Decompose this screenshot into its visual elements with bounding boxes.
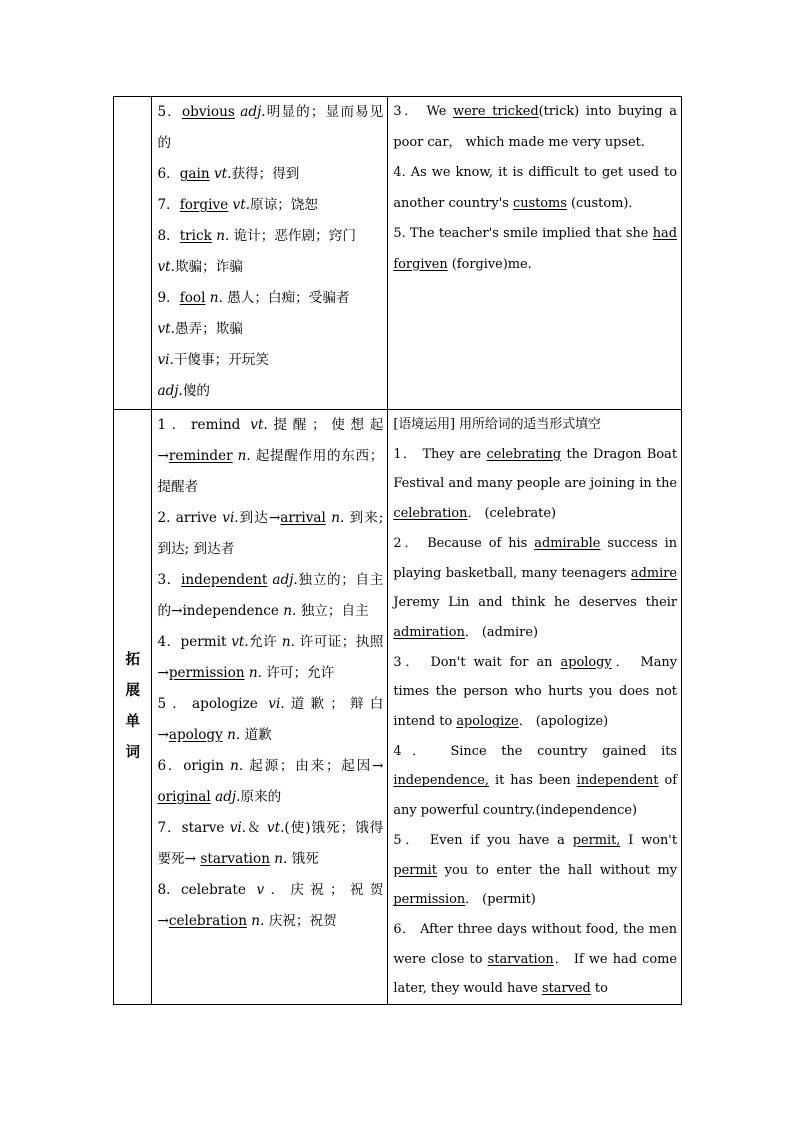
- text-segment: you to enter the hall without my: [436, 862, 677, 878]
- text-segment: 4． Since the country gained its: [393, 743, 677, 759]
- answer-blank: independence,: [393, 773, 489, 789]
- text-segment: 愚人；白痴；受骗者: [222, 290, 350, 306]
- answer-blank: permit,: [572, 832, 621, 848]
- text-segment: 明显的；显而易见的: [157, 104, 384, 151]
- part-of-speech: n.: [209, 290, 223, 306]
- part-of-speech: adj.: [157, 383, 183, 399]
- row-label-extended-words: [114, 410, 152, 1005]
- text-segment: 许可证；执照→: [157, 634, 384, 681]
- part-of-speech: vi.: [268, 696, 285, 712]
- label-char: 单: [125, 714, 140, 731]
- part-of-speech: n.: [274, 851, 288, 867]
- text-segment: 到达→: [238, 510, 281, 526]
- list-item: [157, 410, 383, 503]
- label-char: 拓: [125, 652, 140, 669]
- vocabulary-table: [113, 96, 682, 1005]
- answer-blank: customs: [512, 195, 567, 211]
- answer-blank: admiration: [393, 624, 465, 640]
- list-item: [157, 283, 383, 314]
- text-segment: 5．: [157, 104, 182, 120]
- text-segment: 道歉: [240, 727, 272, 743]
- answer-blank: starved: [542, 981, 591, 997]
- list-item: [393, 410, 677, 440]
- core-words-exercise-entries: [388, 97, 681, 280]
- answer-blank: obvious: [181, 104, 235, 120]
- extended-words-exercise-entries: [388, 410, 681, 1004]
- text-segment: (forgive)me.: [447, 256, 532, 272]
- text-segment: I won't: [620, 832, 678, 848]
- text-segment: 5．apologize: [157, 696, 269, 712]
- list-item: [157, 314, 383, 345]
- text-segment: Jeremy Lin and think he deserves their: [393, 595, 677, 611]
- list-item: [393, 737, 677, 826]
- part-of-speech: vi.: [222, 510, 239, 526]
- part-of-speech: vi.: [157, 352, 174, 368]
- text-segment: 4. As we know, it is difficult to get used to another country's: [393, 165, 677, 211]
- part-of-speech: adj.: [272, 572, 298, 588]
- answer-blank: independent: [576, 773, 659, 789]
- text-segment: 欺骗；诈骗: [174, 259, 243, 275]
- answer-blank: permission: [393, 892, 466, 908]
- extended-words-list: [152, 410, 388, 1005]
- text-segment: ． (permit): [465, 892, 536, 908]
- text-segment: success in playing basketball, many teenagers: [393, 535, 677, 581]
- part-of-speech: vt.: [232, 197, 251, 213]
- answer-blank: arrival: [280, 510, 326, 526]
- part-of-speech: v: [256, 882, 265, 898]
- list-item: [393, 529, 677, 648]
- text-segment: (trick) into buying a poor car， which made me very upset.: [393, 104, 677, 150]
- text-segment: 3． Don't wait for an: [393, 654, 561, 670]
- part-of-speech: n.: [281, 634, 295, 650]
- text-segment: [语境运用] 用所给词的适当形式填空: [393, 417, 601, 432]
- part-of-speech: n.: [230, 758, 244, 774]
- part-of-speech: vt.: [213, 166, 232, 182]
- part-of-speech: n.: [227, 727, 241, 743]
- text-segment: 许可；允许: [262, 665, 335, 681]
- text-segment: it has been: [489, 773, 577, 789]
- list-item: [157, 565, 383, 627]
- list-item: [157, 376, 383, 407]
- text-segment: 4．permit: [157, 634, 232, 650]
- list-item: [157, 252, 383, 283]
- text-segment: of any powerful country.(independence): [393, 773, 677, 819]
- answer-blank: admire: [630, 565, 677, 581]
- part-of-speech: n.: [237, 448, 251, 464]
- text-segment: 庆祝；祝贺: [264, 913, 337, 929]
- list-item: [393, 826, 677, 915]
- part-of-speech: adj.: [215, 789, 241, 805]
- list-item: [157, 190, 383, 221]
- list-item: [393, 219, 677, 280]
- core-words-list: [152, 97, 388, 410]
- answer-blank: apology: [168, 727, 223, 743]
- list-item: [157, 159, 383, 190]
- text-segment: 2． Because of his: [393, 535, 535, 551]
- text-segment: ． (apologize): [518, 714, 609, 730]
- answer-blank: starvation: [200, 851, 270, 867]
- text-segment: ． If we had come later, they would have: [393, 951, 677, 997]
- text-segment: 诡计；恶作剧；窍门: [229, 228, 356, 244]
- text-segment: 起源；由来；起因→: [243, 758, 384, 774]
- text-segment: 2. arrive: [157, 510, 223, 526]
- answer-blank: apologize: [456, 714, 519, 730]
- text-segment: 5． Even if you have a: [393, 832, 573, 848]
- part-of-speech: vi.: [229, 820, 247, 836]
- text-segment: 傻的: [182, 383, 210, 399]
- answer-blank: celebration: [168, 913, 247, 929]
- part-of-speech: n.: [216, 228, 230, 244]
- list-item: [157, 751, 383, 813]
- answer-blank: permit: [393, 862, 437, 878]
- answer-blank: original: [157, 789, 211, 805]
- extended-words-exercises: [388, 410, 682, 1005]
- text-segment: to: [590, 981, 608, 997]
- text-segment: 道歉；辩白→: [157, 696, 384, 743]
- text-segment: 1．remind: [157, 417, 251, 433]
- label-char: 词: [125, 745, 140, 762]
- answer-blank: admirable: [534, 535, 601, 551]
- part-of-speech: adj.: [240, 104, 266, 120]
- answer-blank: independent: [181, 572, 268, 588]
- list-item: [157, 813, 383, 875]
- part-of-speech: vt.: [157, 321, 175, 337]
- list-item: [393, 648, 677, 737]
- list-item: [157, 345, 383, 376]
- text-segment: 9．: [157, 290, 180, 306]
- text-segment: the Dragon Boat Festival and many people are joining in the: [393, 446, 678, 492]
- list-item: [157, 689, 383, 751]
- text-segment: 独立；自主: [296, 603, 369, 619]
- text-segment: 独立的；自主的→independence: [157, 572, 384, 619]
- label-char: 展: [125, 683, 140, 700]
- answer-blank: fool: [179, 290, 206, 306]
- list-item: [393, 158, 677, 219]
- text-segment: ． (celebrate): [467, 506, 557, 522]
- part-of-speech: n.: [283, 603, 297, 619]
- part-of-speech: vt.: [266, 820, 285, 836]
- text-segment: 6．origin: [157, 758, 231, 774]
- list-item: [157, 875, 383, 937]
- text-segment: 7．starve: [157, 820, 230, 836]
- part-of-speech: vt.: [231, 634, 249, 650]
- part-of-speech: n.: [248, 665, 262, 681]
- text-segment: ＆: [246, 820, 267, 836]
- extended-words-entries: [152, 410, 387, 937]
- answer-blank: starvation: [487, 951, 554, 967]
- text-segment: 愚弄；欺骗: [174, 321, 243, 337]
- answer-blank: trick: [179, 228, 212, 244]
- answer-blank: reminder: [168, 448, 233, 464]
- text-segment: ． Many times the person who hurts you does not intend to: [393, 654, 678, 730]
- answer-blank: celebrating: [486, 446, 562, 462]
- text-segment: 干傻事；开玩笑: [173, 352, 269, 368]
- answer-blank: forgive: [179, 197, 229, 213]
- row-label-empty: [114, 97, 152, 410]
- text-segment: 原来的: [240, 789, 282, 805]
- text-segment: (使)饿死；饿得要死→: [157, 820, 384, 867]
- core-words-entries: [152, 97, 387, 407]
- list-item: [157, 221, 383, 252]
- core-words-exercises: [388, 97, 682, 410]
- answer-blank: permission: [168, 665, 245, 681]
- text-segment: 8. celebrate: [157, 882, 257, 898]
- text-segment: ．庆祝；祝贺→: [157, 882, 384, 929]
- list-item: [157, 627, 383, 689]
- list-item: [393, 440, 677, 529]
- text-segment: 1． They are: [393, 446, 487, 462]
- text-segment: 5. The teacher's smile implied that she: [393, 226, 653, 241]
- answer-blank: were tricked: [453, 104, 539, 119]
- list-item: [393, 915, 677, 1004]
- text-segment: 6． After three days without food, the men were close to: [393, 921, 677, 967]
- answer-blank: gain: [179, 166, 210, 182]
- text-segment: ． (admire): [464, 624, 538, 640]
- text-segment: 饿死: [287, 851, 319, 867]
- text-segment: 获得；得到: [231, 166, 300, 182]
- list-item: [157, 503, 383, 565]
- text-segment: 允许: [248, 634, 282, 650]
- text-segment: 到来; 到达; 到达者: [157, 510, 384, 557]
- text-segment: 3．: [157, 572, 182, 588]
- answer-blank: apology: [560, 654, 612, 670]
- text-segment: 起提醒作用的东西；提醒者: [157, 448, 384, 495]
- text-segment: (custom)．: [566, 195, 642, 211]
- part-of-speech: vt.: [250, 417, 268, 433]
- part-of-speech: vt.: [157, 259, 175, 275]
- table-row-extended-words: [114, 410, 682, 1005]
- text-segment: 3． We: [393, 104, 454, 119]
- text-segment: 7．: [157, 197, 180, 213]
- part-of-speech: n.: [331, 510, 345, 526]
- list-item: [157, 97, 383, 159]
- text-segment: 6．: [157, 166, 180, 182]
- list-item: [393, 97, 677, 158]
- answer-blank: had forgiven: [393, 226, 677, 272]
- table-row-core-words: [114, 97, 682, 410]
- answer-blank: celebration: [393, 506, 468, 522]
- text-segment: 8．: [157, 228, 180, 244]
- text-segment: 原谅；饶恕: [250, 197, 318, 213]
- row-label-text: [114, 645, 151, 769]
- text-segment: 提醒；使想起→: [157, 417, 384, 464]
- part-of-speech: n.: [251, 913, 265, 929]
